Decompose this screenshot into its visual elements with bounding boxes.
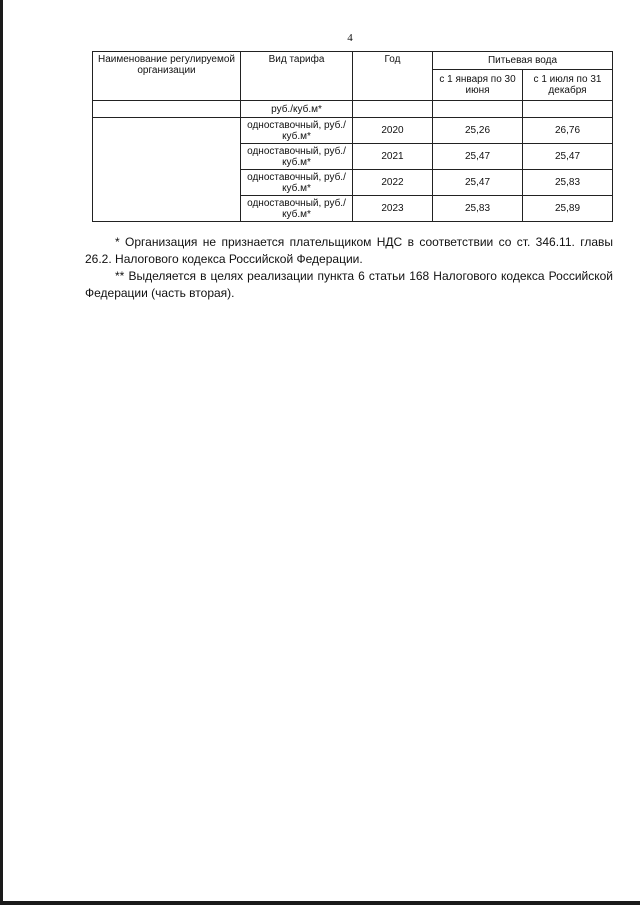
cell-period-2: 26,76 <box>523 118 613 144</box>
cell-period-2: 25,47 <box>523 144 613 170</box>
cell-year: 2020 <box>353 118 433 144</box>
cell-period-1: 25,83 <box>433 196 523 222</box>
footnotes <box>85 234 613 302</box>
cell-tariff-type: одноставочный, руб./куб.м* <box>241 144 353 170</box>
unit-row-org-cell <box>93 101 241 118</box>
footnote-tax-code: ** Выделяется в целях реализации пункта 6 статьи 168 Налогового кодекса Российской Федерации (часть вторая). <box>85 269 613 300</box>
cell-year: 2022 <box>353 170 433 196</box>
cell-year: 2023 <box>353 196 433 222</box>
table-unit-row <box>93 101 613 118</box>
unit-row-period-2-cell <box>523 101 613 118</box>
tariff-table <box>92 51 613 222</box>
header-period-2: с 1 июля по 31 декабря <box>523 70 613 101</box>
header-drinking-water: Питьевая вода <box>433 52 613 70</box>
unit-row-year-cell <box>353 101 433 118</box>
header-year: Год <box>353 52 433 101</box>
cell-period-2: 25,89 <box>523 196 613 222</box>
scan-edge-left <box>0 0 3 905</box>
table-header-row <box>93 52 613 70</box>
cell-period-2: 25,83 <box>523 170 613 196</box>
unit-row-period-1-cell <box>433 101 523 118</box>
footnote-vat: * Организация не признается плательщиком НДС в соответствии со ст. 346.11. главы 26.2. Налогового кодекса Российской Федерации. <box>85 235 613 266</box>
cell-tariff-type: одноставочный, руб./куб.м* <box>241 170 353 196</box>
org-name-cell <box>93 118 241 222</box>
cell-year: 2021 <box>353 144 433 170</box>
cell-period-1: 25,47 <box>433 170 523 196</box>
header-tariff-type: Вид тарифа <box>241 52 353 101</box>
scan-edge-bottom <box>0 901 640 905</box>
cell-tariff-type: одноставочный, руб./куб.м* <box>241 118 353 144</box>
cell-period-1: 25,47 <box>433 144 523 170</box>
unit-row-tariff-type: руб./куб.м* <box>241 101 353 118</box>
cell-tariff-type: одноставочный, руб./куб.м* <box>241 196 353 222</box>
cell-period-1: 25,26 <box>433 118 523 144</box>
page-number: 4 <box>347 32 353 44</box>
table-row <box>93 118 613 144</box>
header-org-name: Наименование регулируемой организации <box>93 52 241 101</box>
header-period-1: с 1 января по 30 июня <box>433 70 523 101</box>
